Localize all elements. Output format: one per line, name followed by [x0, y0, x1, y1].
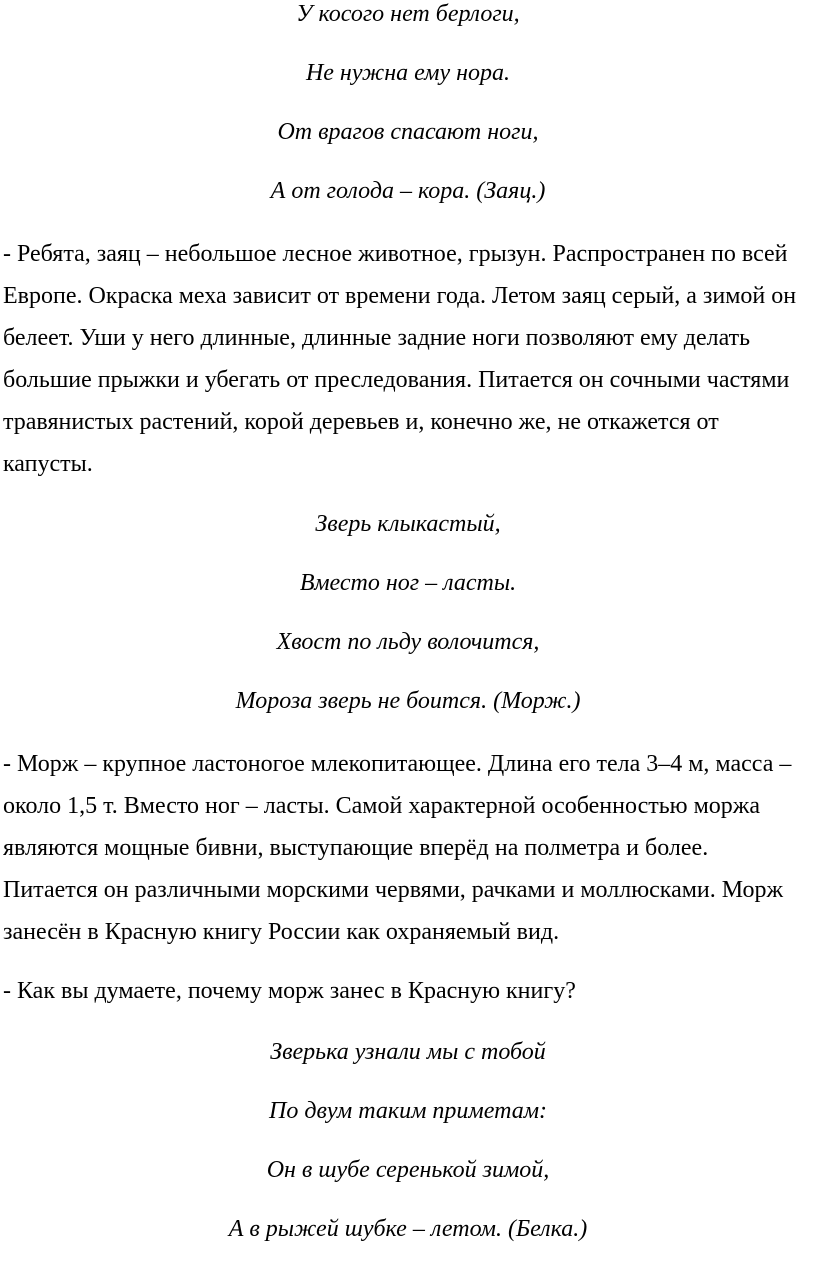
paragraph-line: - Морж – крупное ластоногое млекопитающее. Длина его тела 3–4 м, масса –	[3, 751, 792, 777]
paragraph-line: белеет. Уши у него длинные, длинные задние ноги позволяют ему делать	[3, 325, 751, 351]
question-text: - Как вы думаете, почему морж занес в Красную книгу?	[3, 978, 576, 1004]
paragraph-line: занесён в Красную книгу России как охраняемый вид.	[3, 919, 560, 945]
riddle-line: Хвост по льду волочится,	[276, 629, 540, 655]
riddle-line: А в рыжей шубке – летом. (Белка.)	[228, 1216, 588, 1242]
riddle-line: По двум таким приметам:	[268, 1098, 547, 1124]
paragraph-line: большие прыжки и убегать от преследования. Питается он сочными частями	[3, 367, 790, 393]
paragraph-line: капусты.	[3, 451, 93, 477]
riddle-line: Мороза зверь не боится. (Морж.)	[235, 688, 581, 714]
riddle-line: Зверь клыкастый,	[315, 511, 501, 537]
riddle-line: Он в шубе серенькой зимой,	[266, 1157, 550, 1183]
paragraph-line: Европе. Окраска меха зависит от времени года. Летом заяц серый, а зимой он	[3, 283, 797, 309]
paragraph-line: - Ребята, заяц – небольшое лесное животное, грызун. Распространен по всей	[3, 241, 788, 267]
riddle-line: Зверька узнали мы с тобой	[270, 1039, 546, 1065]
riddle-line: Не нужна ему нора.	[305, 60, 511, 86]
paragraph-line: Питается он различными морскими червями, рачками и моллюсками. Морж	[3, 877, 784, 903]
riddle-line: Вместо ног – ласты.	[299, 570, 517, 596]
riddle-line: У косого нет берлоги,	[296, 1, 520, 27]
riddle-line: От врагов спасают ноги,	[277, 119, 539, 145]
paragraph-line: являются мощные бивни, выступающие вперёд на полметра и более.	[3, 835, 709, 861]
paragraph-line: около 1,5 т. Вместо ног – ласты. Самой характерной особенностью моржа	[3, 793, 761, 819]
paragraph-line: травянистых растений, корой деревьев и, конечно же, не откажется от	[3, 409, 719, 435]
riddle-line: А от голода – кора. (Заяц.)	[270, 178, 546, 204]
